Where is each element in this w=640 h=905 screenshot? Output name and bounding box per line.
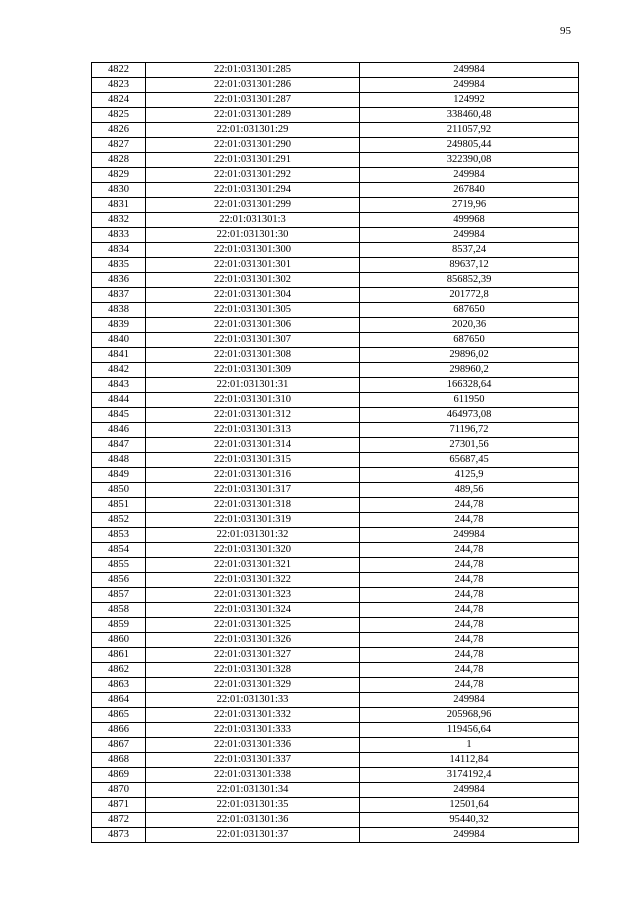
cadastral-value-cell: 12501,64 [360, 798, 579, 813]
row-number-cell: 4872 [92, 813, 146, 828]
cadastral-value-cell: 322390,08 [360, 153, 579, 168]
cadastral-number-cell: 22:01:031301:294 [146, 183, 360, 198]
table-row [92, 78, 579, 93]
table-row [92, 198, 579, 213]
cadastral-value-cell: 244,78 [360, 648, 579, 663]
cadastral-number-cell: 22:01:031301:309 [146, 363, 360, 378]
cadastral-number-cell: 22:01:031301:310 [146, 393, 360, 408]
table-row [92, 663, 579, 678]
row-number-cell: 4843 [92, 378, 146, 393]
cadastral-number-cell: 22:01:031301:31 [146, 378, 360, 393]
cadastral-value-cell: 3174192,4 [360, 768, 579, 783]
table-row [92, 528, 579, 543]
row-number-cell: 4834 [92, 243, 146, 258]
row-number-cell: 4850 [92, 483, 146, 498]
row-number-cell: 4826 [92, 123, 146, 138]
cadastral-value-cell: 8537,24 [360, 243, 579, 258]
cadastral-number-cell: 22:01:031301:292 [146, 168, 360, 183]
cadastral-number-cell: 22:01:031301:286 [146, 78, 360, 93]
row-number-cell: 4845 [92, 408, 146, 423]
table-row [92, 468, 579, 483]
table-row [92, 393, 579, 408]
cadastral-number-cell: 22:01:031301:307 [146, 333, 360, 348]
row-number-cell: 4829 [92, 168, 146, 183]
cadastral-value-cell: 499968 [360, 213, 579, 228]
row-number-cell: 4861 [92, 648, 146, 663]
row-number-cell: 4840 [92, 333, 146, 348]
cadastral-value-cell: 2719,96 [360, 198, 579, 213]
cadastral-number-cell: 22:01:031301:324 [146, 603, 360, 618]
cadastral-number-cell: 22:01:031301:308 [146, 348, 360, 363]
cadastral-value-cell: 205968,96 [360, 708, 579, 723]
table-row [92, 768, 579, 783]
table-row [92, 453, 579, 468]
table-row [92, 603, 579, 618]
table-row [92, 303, 579, 318]
cadastral-number-cell: 22:01:031301:312 [146, 408, 360, 423]
table-row [92, 288, 579, 303]
table-row [92, 273, 579, 288]
cadastral-value-cell: 244,78 [360, 618, 579, 633]
table-row [92, 633, 579, 648]
table-row [92, 618, 579, 633]
table-row [92, 588, 579, 603]
table-row [92, 378, 579, 393]
cadastral-value-cell: 249984 [360, 693, 579, 708]
row-number-cell: 4867 [92, 738, 146, 753]
cadastral-number-cell: 22:01:031301:337 [146, 753, 360, 768]
row-number-cell: 4846 [92, 423, 146, 438]
cadastral-value-cell: 267840 [360, 183, 579, 198]
cadastral-number-cell: 22:01:031301:321 [146, 558, 360, 573]
cadastral-number-cell: 22:01:031301:323 [146, 588, 360, 603]
row-number-cell: 4842 [92, 363, 146, 378]
cadastral-number-cell: 22:01:031301:313 [146, 423, 360, 438]
row-number-cell: 4854 [92, 543, 146, 558]
cadastral-number-cell: 22:01:031301:328 [146, 663, 360, 678]
cadastral-number-cell: 22:01:031301:30 [146, 228, 360, 243]
row-number-cell: 4866 [92, 723, 146, 738]
row-number-cell: 4848 [92, 453, 146, 468]
cadastral-value-cell: 249984 [360, 168, 579, 183]
cadastral-number-cell: 22:01:031301:320 [146, 543, 360, 558]
cadastral-number-cell: 22:01:031301:333 [146, 723, 360, 738]
cadastral-value-cell: 71196,72 [360, 423, 579, 438]
table-row [92, 573, 579, 588]
cadastral-value-cell: 2020,36 [360, 318, 579, 333]
row-number-cell: 4827 [92, 138, 146, 153]
cadastral-number-cell: 22:01:031301:327 [146, 648, 360, 663]
table-row [92, 138, 579, 153]
cadastral-number-cell: 22:01:031301:304 [146, 288, 360, 303]
table-row [92, 708, 579, 723]
row-number-cell: 4839 [92, 318, 146, 333]
row-number-cell: 4825 [92, 108, 146, 123]
row-number-cell: 4847 [92, 438, 146, 453]
cadastral-number-cell: 22:01:031301:285 [146, 63, 360, 78]
row-number-cell: 4852 [92, 513, 146, 528]
row-number-cell: 4871 [92, 798, 146, 813]
cadastral-value-cell: 856852,39 [360, 273, 579, 288]
row-number-cell: 4853 [92, 528, 146, 543]
cadastral-value-cell: 4125,9 [360, 468, 579, 483]
table-row [92, 183, 579, 198]
table-row [92, 438, 579, 453]
table-row [92, 93, 579, 108]
cadastral-value-cell: 489,56 [360, 483, 579, 498]
table-row [92, 228, 579, 243]
row-number-cell: 4863 [92, 678, 146, 693]
cadastral-number-cell: 22:01:031301:306 [146, 318, 360, 333]
table-row [92, 558, 579, 573]
row-number-cell: 4859 [92, 618, 146, 633]
table-row [92, 168, 579, 183]
cadastral-number-cell: 22:01:031301:302 [146, 273, 360, 288]
row-number-cell: 4836 [92, 273, 146, 288]
row-number-cell: 4841 [92, 348, 146, 363]
cadastral-number-cell: 22:01:031301:290 [146, 138, 360, 153]
cadastral-number-cell: 22:01:031301:36 [146, 813, 360, 828]
cadastral-value-cell: 244,78 [360, 678, 579, 693]
row-number-cell: 4849 [92, 468, 146, 483]
cadastral-number-cell: 22:01:031301:289 [146, 108, 360, 123]
row-number-cell: 4837 [92, 288, 146, 303]
table-row [92, 243, 579, 258]
cadastral-value-cell: 244,78 [360, 663, 579, 678]
cadastral-value-cell: 249984 [360, 828, 579, 843]
cadastral-value-cell: 244,78 [360, 573, 579, 588]
cadastral-number-cell: 22:01:031301:315 [146, 453, 360, 468]
cadastral-value-cell: 249984 [360, 228, 579, 243]
cadastral-number-cell: 22:01:031301:314 [146, 438, 360, 453]
row-number-cell: 4832 [92, 213, 146, 228]
cadastral-value-cell: 244,78 [360, 633, 579, 648]
cadastral-value-cell: 464973,08 [360, 408, 579, 423]
cadastral-value-cell: 27301,56 [360, 438, 579, 453]
cadastral-value-cell: 244,78 [360, 543, 579, 558]
page-number: 95 [560, 25, 571, 37]
table-row [92, 213, 579, 228]
row-number-cell: 4833 [92, 228, 146, 243]
row-number-cell: 4822 [92, 63, 146, 78]
table-row [92, 423, 579, 438]
table-row [92, 753, 579, 768]
row-number-cell: 4869 [92, 768, 146, 783]
cadastral-value-cell: 249984 [360, 783, 579, 798]
cadastral-value-cell: 687650 [360, 303, 579, 318]
table-row [92, 153, 579, 168]
row-number-cell: 4860 [92, 633, 146, 648]
cadastral-value-cell: 119456,64 [360, 723, 579, 738]
cadastral-number-cell: 22:01:031301:34 [146, 783, 360, 798]
cadastral-value-cell: 1 [360, 738, 579, 753]
cadastral-value-cell: 244,78 [360, 588, 579, 603]
row-number-cell: 4844 [92, 393, 146, 408]
table-row [92, 123, 579, 138]
table-row [92, 348, 579, 363]
table-row [92, 363, 579, 378]
cadastral-value-cell: 201772,8 [360, 288, 579, 303]
row-number-cell: 4855 [92, 558, 146, 573]
cadastral-number-cell: 22:01:031301:305 [146, 303, 360, 318]
cadastral-value-cell: 244,78 [360, 558, 579, 573]
cadastral-number-cell: 22:01:031301:32 [146, 528, 360, 543]
row-number-cell: 4823 [92, 78, 146, 93]
cadastral-value-cell: 249984 [360, 63, 579, 78]
cadastral-number-cell: 22:01:031301:33 [146, 693, 360, 708]
row-number-cell: 4870 [92, 783, 146, 798]
cadastral-number-cell: 22:01:031301:3 [146, 213, 360, 228]
table-row [92, 333, 579, 348]
cadastral-value-cell: 124992 [360, 93, 579, 108]
cadastral-number-cell: 22:01:031301:35 [146, 798, 360, 813]
table-row [92, 408, 579, 423]
cadastral-number-cell: 22:01:031301:301 [146, 258, 360, 273]
cadastral-number-cell: 22:01:031301:37 [146, 828, 360, 843]
table-row [92, 513, 579, 528]
cadastral-number-cell: 22:01:031301:316 [146, 468, 360, 483]
cadastral-value-cell: 89637,12 [360, 258, 579, 273]
cadastral-value-cell: 298960,2 [360, 363, 579, 378]
row-number-cell: 4864 [92, 693, 146, 708]
row-number-cell: 4851 [92, 498, 146, 513]
table-row [92, 318, 579, 333]
cadastral-number-cell: 22:01:031301:329 [146, 678, 360, 693]
row-number-cell: 4873 [92, 828, 146, 843]
cadastral-number-cell: 22:01:031301:299 [146, 198, 360, 213]
cadastral-number-cell: 22:01:031301:338 [146, 768, 360, 783]
row-number-cell: 4858 [92, 603, 146, 618]
cadastral-value-cell: 95440,32 [360, 813, 579, 828]
row-number-cell: 4824 [92, 93, 146, 108]
cadastral-number-cell: 22:01:031301:325 [146, 618, 360, 633]
table-row [92, 783, 579, 798]
table-row [92, 258, 579, 273]
table-row [92, 813, 579, 828]
row-number-cell: 4828 [92, 153, 146, 168]
cadastral-number-cell: 22:01:031301:300 [146, 243, 360, 258]
table-row [92, 738, 579, 753]
cadastral-value-cell: 211057,92 [360, 123, 579, 138]
cadastral-value-cell: 244,78 [360, 603, 579, 618]
row-number-cell: 4857 [92, 588, 146, 603]
row-number-cell: 4835 [92, 258, 146, 273]
cadastral-number-cell: 22:01:031301:29 [146, 123, 360, 138]
cadastral-number-cell: 22:01:031301:322 [146, 573, 360, 588]
row-number-cell: 4856 [92, 573, 146, 588]
row-number-cell: 4862 [92, 663, 146, 678]
table-row [92, 108, 579, 123]
row-number-cell: 4830 [92, 183, 146, 198]
table-body [92, 63, 579, 843]
row-number-cell: 4865 [92, 708, 146, 723]
cadastral-value-cell: 249805,44 [360, 138, 579, 153]
table-row [92, 693, 579, 708]
cadastral-number-cell: 22:01:031301:287 [146, 93, 360, 108]
cadastral-number-cell: 22:01:031301:291 [146, 153, 360, 168]
table-row [92, 798, 579, 813]
cadastral-value-cell: 244,78 [360, 498, 579, 513]
table-row [92, 723, 579, 738]
cadastral-value-cell: 14112,84 [360, 753, 579, 768]
cadastral-value-table [91, 62, 579, 843]
cadastral-number-cell: 22:01:031301:318 [146, 498, 360, 513]
cadastral-value-cell: 166328,64 [360, 378, 579, 393]
cadastral-number-cell: 22:01:031301:332 [146, 708, 360, 723]
row-number-cell: 4838 [92, 303, 146, 318]
row-number-cell: 4831 [92, 198, 146, 213]
cadastral-value-cell: 65687,45 [360, 453, 579, 468]
cadastral-number-cell: 22:01:031301:326 [146, 633, 360, 648]
table-row [92, 543, 579, 558]
table-row [92, 648, 579, 663]
cadastral-value-cell: 249984 [360, 78, 579, 93]
cadastral-number-cell: 22:01:031301:319 [146, 513, 360, 528]
cadastral-number-cell: 22:01:031301:336 [146, 738, 360, 753]
cadastral-value-cell: 338460,48 [360, 108, 579, 123]
cadastral-value-cell: 29896,02 [360, 348, 579, 363]
table-row [92, 678, 579, 693]
table-row [92, 483, 579, 498]
cadastral-value-cell: 244,78 [360, 513, 579, 528]
table-row [92, 63, 579, 78]
table-row [92, 498, 579, 513]
cadastral-number-cell: 22:01:031301:317 [146, 483, 360, 498]
cadastral-value-cell: 611950 [360, 393, 579, 408]
cadastral-value-cell: 687650 [360, 333, 579, 348]
table-row [92, 828, 579, 843]
cadastral-value-cell: 249984 [360, 528, 579, 543]
row-number-cell: 4868 [92, 753, 146, 768]
